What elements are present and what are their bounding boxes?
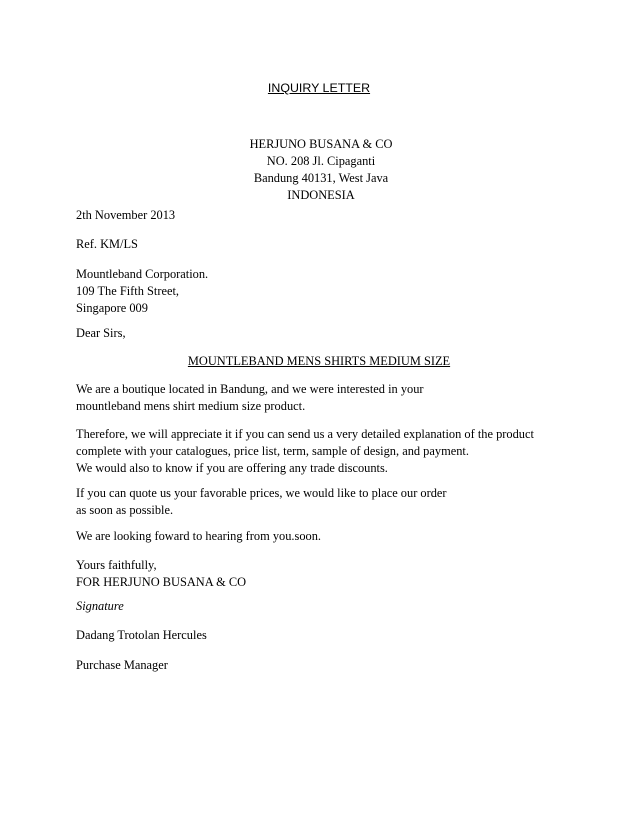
subject-line: MOUNTLEBAND MENS SHIRTS MEDIUM SIZE: [187, 354, 451, 368]
recipient-city: Singapore 009: [76, 301, 148, 315]
paragraph-line: If you can quote us your favorable prices, we would like to place our order: [76, 486, 447, 500]
closing-company: FOR HERJUNO BUSANA & CO: [76, 575, 247, 589]
recipient-name: Mountleband Corporation.: [76, 267, 209, 281]
paragraph-4: [76, 528, 321, 545]
paragraph-line: We are a boutique located in Bandung, and we were interested in your: [76, 382, 424, 396]
salutation: Dear Sirs,: [76, 326, 126, 340]
signer-title: Purchase Manager: [76, 658, 168, 672]
paragraph-line: mountleband mens shirt medium size product.: [76, 399, 306, 413]
paragraph-line: complete with your catalogues, price list, term, sample of design, and payment.: [76, 444, 469, 458]
sender-country: INDONESIA: [287, 188, 355, 202]
sender-name: HERJUNO BUSANA & CO: [249, 137, 393, 151]
recipient-street: 109 The Fifth Street,: [76, 284, 180, 298]
reference: Ref. KM/LS: [76, 237, 138, 251]
sender-address: [211, 136, 431, 204]
paragraph-line: We are looking foward to hearing from you.soon.: [76, 529, 322, 543]
paragraph-1: [76, 381, 424, 415]
letter-title: INQUIRY LETTER: [267, 81, 371, 95]
paragraph-line: We would also to know if you are offering any trade discounts.: [76, 461, 388, 475]
paragraph-line: Therefore, we will appreciate it if you can send us a very detailed explanation of the product: [76, 427, 534, 441]
sender-street: NO. 208 Jl. Cipaganti: [266, 154, 376, 168]
sender-city: Bandung 40131, West Java: [253, 171, 389, 185]
complimentary-close: Yours faithfully,: [76, 558, 157, 572]
signer-name: Dadang Trotolan Hercules: [76, 628, 207, 642]
letter-date: 2th November 2013: [76, 208, 176, 222]
paragraph-3: [76, 485, 447, 519]
closing-block: [76, 557, 246, 591]
signature: Signature: [76, 599, 124, 613]
paragraph-2: [76, 426, 534, 477]
paragraph-line: as soon as possible.: [76, 503, 174, 517]
recipient-address: [76, 266, 208, 317]
